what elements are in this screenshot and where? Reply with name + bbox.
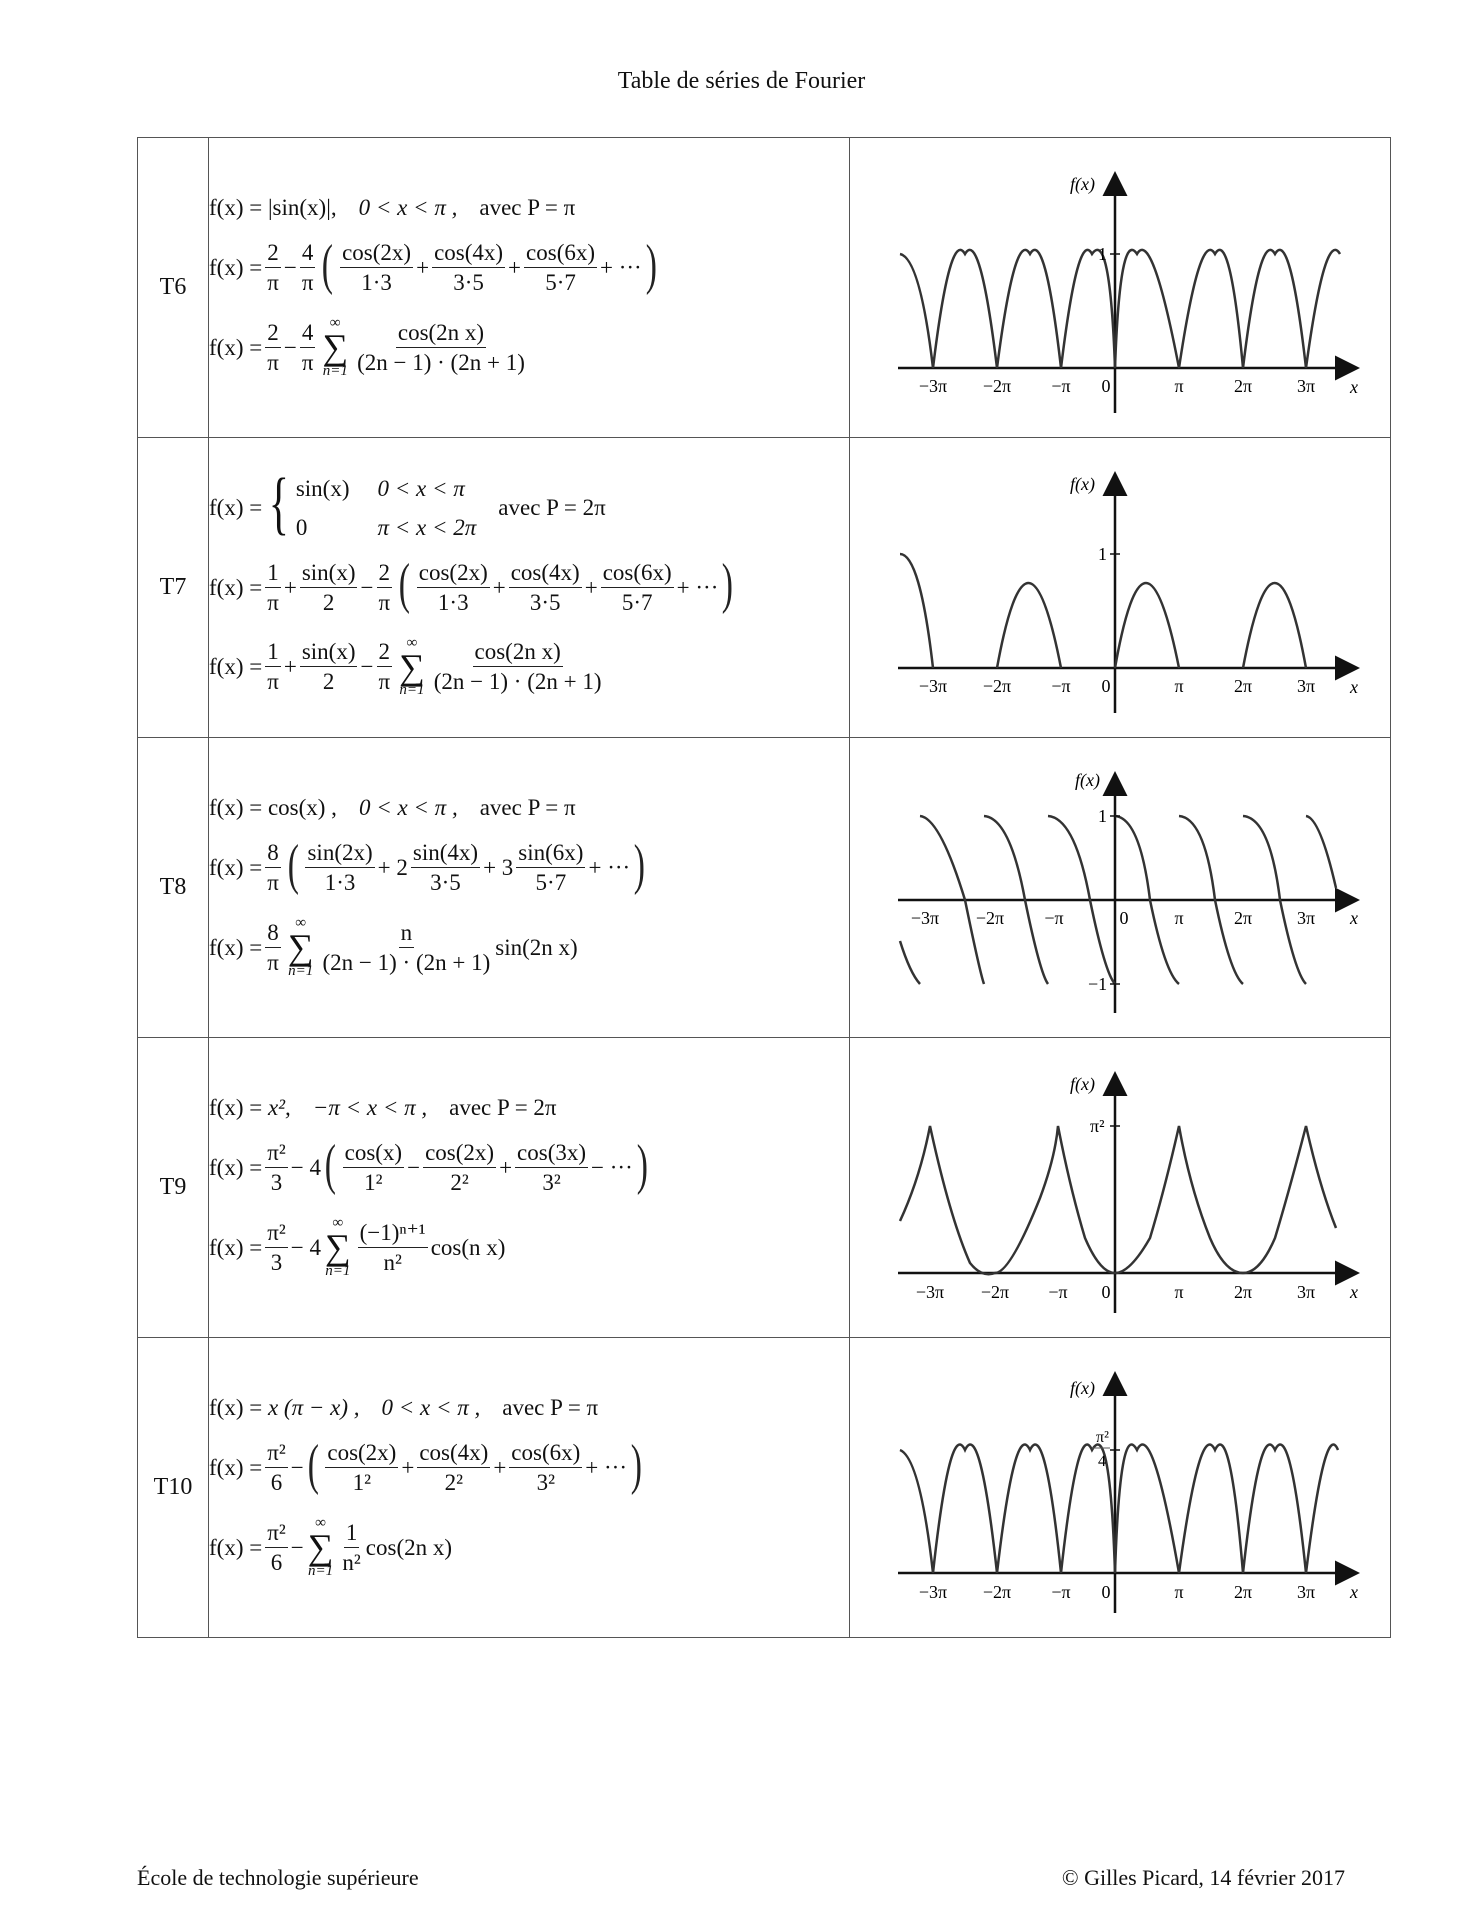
svg-text:−π: −π [1051, 375, 1071, 396]
graph-cell [850, 738, 1391, 1038]
svg-text:4: 4 [1098, 1452, 1106, 1470]
summation-formula: f(x) = $\frac{2}{\pi}$ − $\frac{4}{\pi}$ ∞ ∑ n=1 $\frac{\text{cos(2n x)}}{(2n - 1) \cdot (2n + 1)}$ [209, 315, 525, 379]
svg-text:−2π: −2π [982, 1581, 1012, 1602]
formula-cell [209, 738, 850, 1038]
svg-text:π: π [1174, 675, 1184, 696]
svg-text:π²: π² [1096, 1428, 1109, 1446]
graph-half-wave-sin [870, 458, 1370, 718]
definition-formula: f(x) = cos(x) , 0 < x < π , avec P = π [209, 795, 576, 821]
svg-text:−2π: −2π [975, 907, 1005, 928]
svg-text:x: x [1350, 376, 1358, 397]
svg-text:π: π [1174, 1581, 1184, 1602]
svg-text:0: 0 [1119, 907, 1129, 928]
svg-text:−3π: −3π [910, 907, 940, 928]
footer-institution: École de technologie supérieure [137, 1865, 419, 1890]
svg-text:1: 1 [1098, 543, 1107, 564]
table-row-t7 [138, 438, 1391, 738]
table-row-t6 [138, 138, 1391, 438]
svg-text:2π: 2π [1233, 675, 1253, 696]
summation-formula: f(x) = $\frac{\text{π²}}{6}$ − ∞ ∑ n=1 $\frac{1}{\text{n²}}$ cos(2n x) [209, 1515, 453, 1579]
formula-cell [209, 1038, 850, 1338]
page-title: Table de séries de Fourier [617, 68, 866, 94]
definition-formula: f(x) = { sin(x) 0 < x < π 0 π < x < 2π avec P = 2π [209, 464, 606, 542]
summation-formula: f(x) = $\frac{1}{\pi}$ + $\frac{\sin(x)}{2}$ − $\frac{2}{\pi}$ ∞ ∑ n=1 $\frac{\text{cos(2n x)}}{(2n - 1) \cdot (2n + 1)}$ [209, 634, 602, 699]
svg-text:3π: 3π [1296, 907, 1316, 928]
expansion-formula: f(x) = $\frac{\text{π²}}{6}$ − ( $\frac{\cos(2x)}{\text{1²}}$ + $\frac{\cos(4x)}{\text{2²}}$ + $\frac{\cos(6x)}{\text{3²}}$ + ··· ) [209, 1433, 642, 1496]
svg-text:π: π [1174, 375, 1184, 396]
expansion-formula: f(x) = $\frac{2}{\pi}$ − $\frac{4}{\pi}$ ( $\frac{\cos(2x)}{1\cdot 3}$ + $\frac{\cos(4x)}{3\cdot 5}$ + $\frac{\cos(6x)}{5\cdot 7}$ + ··· ) [209, 233, 657, 296]
graph-abs-sin [870, 158, 1370, 418]
graph-cell [850, 1338, 1391, 1638]
svg-text:−3π: −3π [918, 675, 948, 696]
svg-text:1: 1 [1098, 243, 1107, 264]
svg-text:x: x [1350, 1281, 1358, 1302]
svg-text:3π: 3π [1296, 1581, 1316, 1602]
definition-formula: f(x) = x², −π < x < π , avec P = 2π [209, 1095, 557, 1121]
svg-text:f(x): f(x) [1070, 1073, 1095, 1094]
footer-copyright: © Gilles Picard, 14 février 2017 [1061, 1865, 1345, 1890]
row-id: T6 [138, 138, 209, 438]
table-row-t9 [138, 1038, 1391, 1338]
svg-text:−π: −π [1051, 675, 1071, 696]
definition-formula: f(x) = |sin(x)| , 0 < x < π , avec P = π [209, 195, 576, 221]
formula-cell [209, 438, 850, 738]
svg-text:0: 0 [1101, 675, 1111, 696]
svg-text:−π: −π [1044, 907, 1064, 928]
graph-cos-odd-extension [870, 758, 1370, 1018]
formula-cell [209, 1338, 850, 1638]
graph-x-pi-minus-x [870, 1358, 1370, 1618]
row-id: T8 [138, 738, 209, 1038]
svg-text:0: 0 [1101, 375, 1111, 396]
row-id: T7 [138, 438, 209, 738]
graph-cell [850, 1038, 1391, 1338]
svg-text:0: 0 [1101, 1581, 1111, 1602]
svg-text:π: π [1174, 907, 1184, 928]
svg-text:−2π: −2π [982, 375, 1012, 396]
table-row-t10 [138, 1338, 1391, 1638]
graph-cell [850, 138, 1391, 438]
svg-text:2π: 2π [1233, 907, 1253, 928]
definition-formula: f(x) = x (π − x) , 0 < x < π , avec P = π [209, 1395, 599, 1421]
svg-text:−1: −1 [1088, 973, 1108, 994]
summation-formula: f(x) = $\frac{8}{\pi}$ ∞ ∑ n=1 $\frac{n}{(2n - 1) \cdot (2n + 1)}$ sin(2n x) [209, 915, 578, 979]
svg-text:3π: 3π [1296, 675, 1316, 696]
expansion-formula: f(x) = $\frac{8}{\pi}$ ( $\frac{\sin(2x)}{1\cdot 3}$ + 2 $\frac{\sin(4x)}{3\cdot 5}$ + 3 $\frac{\sin(6x)}{5\cdot 7}$ + ··· ) [209, 833, 646, 896]
expansion-formula: f(x) = $\frac{1}{\pi}$ + $\frac{\sin(x)}{2}$ − $\frac{2}{\pi}$ ( $\frac{\cos(2x)}{1\cdot 3}$ + $\frac{\cos(4x)}{3\cdot 5}$ + $\frac{\cos(6x)}{5\cdot 7}$ + ··· ) [209, 553, 734, 616]
svg-text:−3π: −3π [918, 1581, 948, 1602]
svg-text:2π: 2π [1233, 1281, 1253, 1302]
svg-text:−3π: −3π [915, 1281, 945, 1302]
expansion-formula: f(x) = $\frac{\text{π²}}{3}$ − 4 ( $\frac{\cos(x)}{\text{1²}}$ − $\frac{\cos(2x)}{\text{2²}}$ + $\frac{\cos(3x)}{\text{3²}}$ − ··· ) [209, 1133, 648, 1196]
svg-text:3π: 3π [1296, 375, 1316, 396]
svg-text:2π: 2π [1233, 375, 1253, 396]
summation-formula: f(x) = $\frac{\text{π²}}{3}$ − 4 ∞ ∑ n=1 $\frac{\text{(−1)ⁿ⁺¹}}{\text{n²}}$ cos(n x) [209, 1215, 506, 1279]
row-id: T9 [138, 1038, 209, 1338]
svg-text:1: 1 [1098, 805, 1107, 826]
svg-text:f(x): f(x) [1075, 769, 1100, 790]
svg-text:2π: 2π [1233, 1581, 1253, 1602]
svg-text:f(x): f(x) [1070, 473, 1095, 494]
formula-cell [209, 138, 850, 438]
svg-text:−3π: −3π [918, 375, 948, 396]
svg-text:f(x): f(x) [1070, 173, 1095, 194]
row-id: T10 [138, 1338, 209, 1638]
svg-text:−2π: −2π [980, 1281, 1010, 1302]
fourier-series-table [137, 137, 1391, 1638]
svg-text:x: x [1350, 907, 1358, 928]
svg-text:3π: 3π [1296, 1281, 1316, 1302]
svg-text:x: x [1350, 1581, 1358, 1602]
graph-x-squared [870, 1058, 1370, 1318]
svg-text:0: 0 [1101, 1281, 1111, 1302]
graph-cell [850, 438, 1391, 738]
svg-text:f(x): f(x) [1070, 1377, 1095, 1398]
table-row-t8 [138, 738, 1391, 1038]
svg-text:x: x [1350, 676, 1358, 697]
svg-text:π²: π² [1090, 1115, 1105, 1136]
svg-text:−π: −π [1048, 1281, 1068, 1302]
svg-text:π: π [1174, 1281, 1184, 1302]
svg-text:−π: −π [1051, 1581, 1071, 1602]
svg-text:−2π: −2π [982, 675, 1012, 696]
